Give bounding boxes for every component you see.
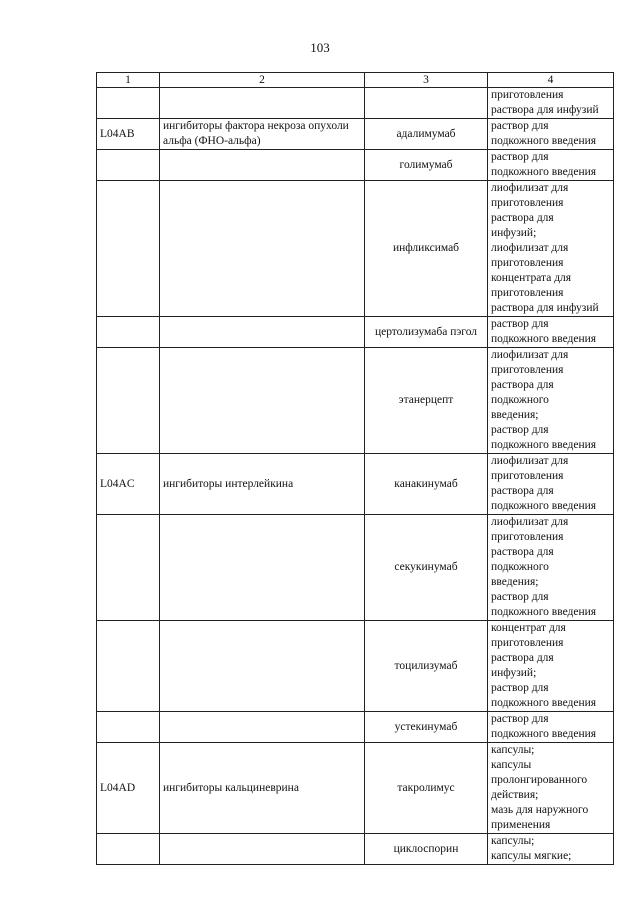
dosage-form-line: приготовления bbox=[491, 637, 564, 649]
dosage-form-line: инфузий; bbox=[491, 227, 537, 239]
group-name-cell: ингибиторы интерлейкина bbox=[160, 454, 365, 515]
dosage-form-line: подкожного введения bbox=[491, 135, 597, 147]
group-name-cell bbox=[160, 515, 365, 621]
drug-name-cell: тоцилизумаб bbox=[365, 621, 488, 712]
column-header: 2 bbox=[160, 73, 365, 88]
dosage-form-cell bbox=[488, 119, 614, 150]
group-name-cell bbox=[160, 621, 365, 712]
drug-name-cell: цертолизумаба пэгол bbox=[365, 317, 488, 348]
table-row bbox=[97, 88, 614, 119]
dosage-form-line: приготовления bbox=[491, 364, 564, 376]
dosage-form-line: капсулы; bbox=[491, 744, 535, 756]
dosage-form-line: раствор для bbox=[491, 713, 549, 725]
dosage-form-line: лиофилизат для bbox=[491, 242, 569, 254]
dosage-form-line: приготовления bbox=[491, 197, 564, 209]
column-header: 4 bbox=[488, 73, 614, 88]
dosage-form-line: раствор для bbox=[491, 682, 549, 694]
table-row bbox=[97, 454, 614, 515]
atc-code-cell bbox=[97, 712, 160, 743]
dosage-form-cell bbox=[488, 150, 614, 181]
dosage-form-line: капсулы мягкие; bbox=[491, 850, 572, 862]
drug-classification-table bbox=[96, 72, 614, 865]
group-name-cell: ингибиторы кальциневрина bbox=[160, 743, 365, 834]
table-row bbox=[97, 317, 614, 348]
dosage-form-line: капсулы bbox=[491, 759, 532, 771]
dosage-form-line: раствора для bbox=[491, 485, 554, 497]
dosage-form-line: раствор для bbox=[491, 591, 549, 603]
dosage-form-line: подкожного введения bbox=[491, 500, 597, 512]
atc-code-cell bbox=[97, 834, 160, 865]
dosage-form-line: раствор для bbox=[491, 151, 549, 163]
drug-name-cell: такролимус bbox=[365, 743, 488, 834]
drug-name-cell: канакинумаб bbox=[365, 454, 488, 515]
table-body bbox=[97, 88, 614, 865]
drug-name-cell bbox=[365, 88, 488, 119]
atc-code-cell bbox=[97, 317, 160, 348]
dosage-form-cell bbox=[488, 88, 614, 119]
dosage-form-line: приготовления bbox=[491, 257, 564, 269]
column-header: 3 bbox=[365, 73, 488, 88]
group-name-cell bbox=[160, 317, 365, 348]
atc-code-cell bbox=[97, 348, 160, 454]
drug-name-cell: инфликсимаб bbox=[365, 181, 488, 317]
dosage-form-line: подкожного введения bbox=[491, 728, 597, 740]
dosage-form-line: приготовления bbox=[491, 470, 564, 482]
dosage-form-line: концентрат для bbox=[491, 622, 566, 634]
dosage-form-cell bbox=[488, 834, 614, 865]
atc-code-cell: L04AC bbox=[97, 454, 160, 515]
dosage-form-line: лиофилизат для bbox=[491, 349, 569, 361]
atc-code-cell: L04AD bbox=[97, 743, 160, 834]
dosage-form-line: подкожного введения bbox=[491, 166, 597, 178]
drug-name-cell: голимумаб bbox=[365, 150, 488, 181]
table-row bbox=[97, 743, 614, 834]
table-row bbox=[97, 712, 614, 743]
dosage-form-line: мазь для наружного bbox=[491, 804, 589, 816]
dosage-form-line: подкожного bbox=[491, 394, 549, 406]
dosage-form-line: приготовления bbox=[491, 287, 564, 299]
drug-name-cell: этанерцепт bbox=[365, 348, 488, 454]
dosage-form-line: подкожного введения bbox=[491, 606, 597, 618]
dosage-form-line: раствора для bbox=[491, 212, 554, 224]
dosage-form-line: подкожного введения bbox=[491, 333, 597, 345]
group-name-cell bbox=[160, 150, 365, 181]
table-row bbox=[97, 834, 614, 865]
table-row bbox=[97, 348, 614, 454]
drug-name-cell: секукинумаб bbox=[365, 515, 488, 621]
column-header: 1 bbox=[97, 73, 160, 88]
atc-code-cell: L04AB bbox=[97, 119, 160, 150]
atc-code-cell bbox=[97, 515, 160, 621]
atc-code-cell bbox=[97, 621, 160, 712]
drug-name-cell: циклоспорин bbox=[365, 834, 488, 865]
atc-code-cell bbox=[97, 88, 160, 119]
dosage-form-line: концентрата для bbox=[491, 272, 572, 284]
dosage-form-line: капсулы; bbox=[491, 835, 535, 847]
dosage-form-line: приготовления bbox=[491, 531, 564, 543]
page-number: 103 bbox=[310, 40, 330, 55]
dosage-form-line: подкожного введения bbox=[491, 697, 597, 709]
group-name-cell bbox=[160, 88, 365, 119]
dosage-form-line: раствора для bbox=[491, 379, 554, 391]
dosage-form-cell bbox=[488, 621, 614, 712]
group-name-cell bbox=[160, 712, 365, 743]
drug-name-cell: адалимумаб bbox=[365, 119, 488, 150]
dosage-form-line: приготовления bbox=[491, 89, 564, 101]
dosage-form-cell bbox=[488, 348, 614, 454]
table-row bbox=[97, 515, 614, 621]
group-name-cell bbox=[160, 834, 365, 865]
table-row bbox=[97, 119, 614, 150]
dosage-form-line: лиофилизат для bbox=[491, 182, 569, 194]
dosage-form-line: раствор для bbox=[491, 424, 549, 436]
dosage-form-line: раствор для bbox=[491, 120, 549, 132]
dosage-form-line: лиофилизат для bbox=[491, 455, 569, 467]
table-row bbox=[97, 621, 614, 712]
group-name-cell: ингибиторы фактора некроза опухоли альфа (ФНО-альфа) bbox=[160, 119, 365, 150]
dosage-form-cell bbox=[488, 181, 614, 317]
dosage-form-cell bbox=[488, 743, 614, 834]
dosage-form-line: действия; bbox=[491, 789, 539, 801]
dosage-form-line: введения; bbox=[491, 409, 539, 421]
dosage-form-line: введения; bbox=[491, 576, 539, 588]
dosage-form-line: раствора для bbox=[491, 652, 554, 664]
table-header-row bbox=[97, 73, 614, 88]
atc-code-cell bbox=[97, 150, 160, 181]
dosage-form-cell bbox=[488, 515, 614, 621]
dosage-form-line: пролонгированного bbox=[491, 774, 588, 786]
dosage-form-line: раствора для инфузий bbox=[491, 302, 599, 314]
dosage-form-line: подкожного введения bbox=[491, 439, 597, 451]
dosage-form-line: раствора для bbox=[491, 546, 554, 558]
dosage-form-line: подкожного bbox=[491, 561, 549, 573]
dosage-form-line: применения bbox=[491, 819, 551, 831]
dosage-form-line: лиофилизат для bbox=[491, 516, 569, 528]
table-row bbox=[97, 181, 614, 317]
group-name-cell bbox=[160, 181, 365, 317]
drug-name-cell: устекинумаб bbox=[365, 712, 488, 743]
dosage-form-cell bbox=[488, 317, 614, 348]
dosage-form-line: раствора для инфузий bbox=[491, 104, 599, 116]
dosage-form-line: раствор для bbox=[491, 318, 549, 330]
dosage-form-line: инфузий; bbox=[491, 667, 537, 679]
table-row bbox=[97, 150, 614, 181]
dosage-form-cell bbox=[488, 454, 614, 515]
group-name-cell bbox=[160, 348, 365, 454]
dosage-form-cell bbox=[488, 712, 614, 743]
atc-code-cell bbox=[97, 181, 160, 317]
